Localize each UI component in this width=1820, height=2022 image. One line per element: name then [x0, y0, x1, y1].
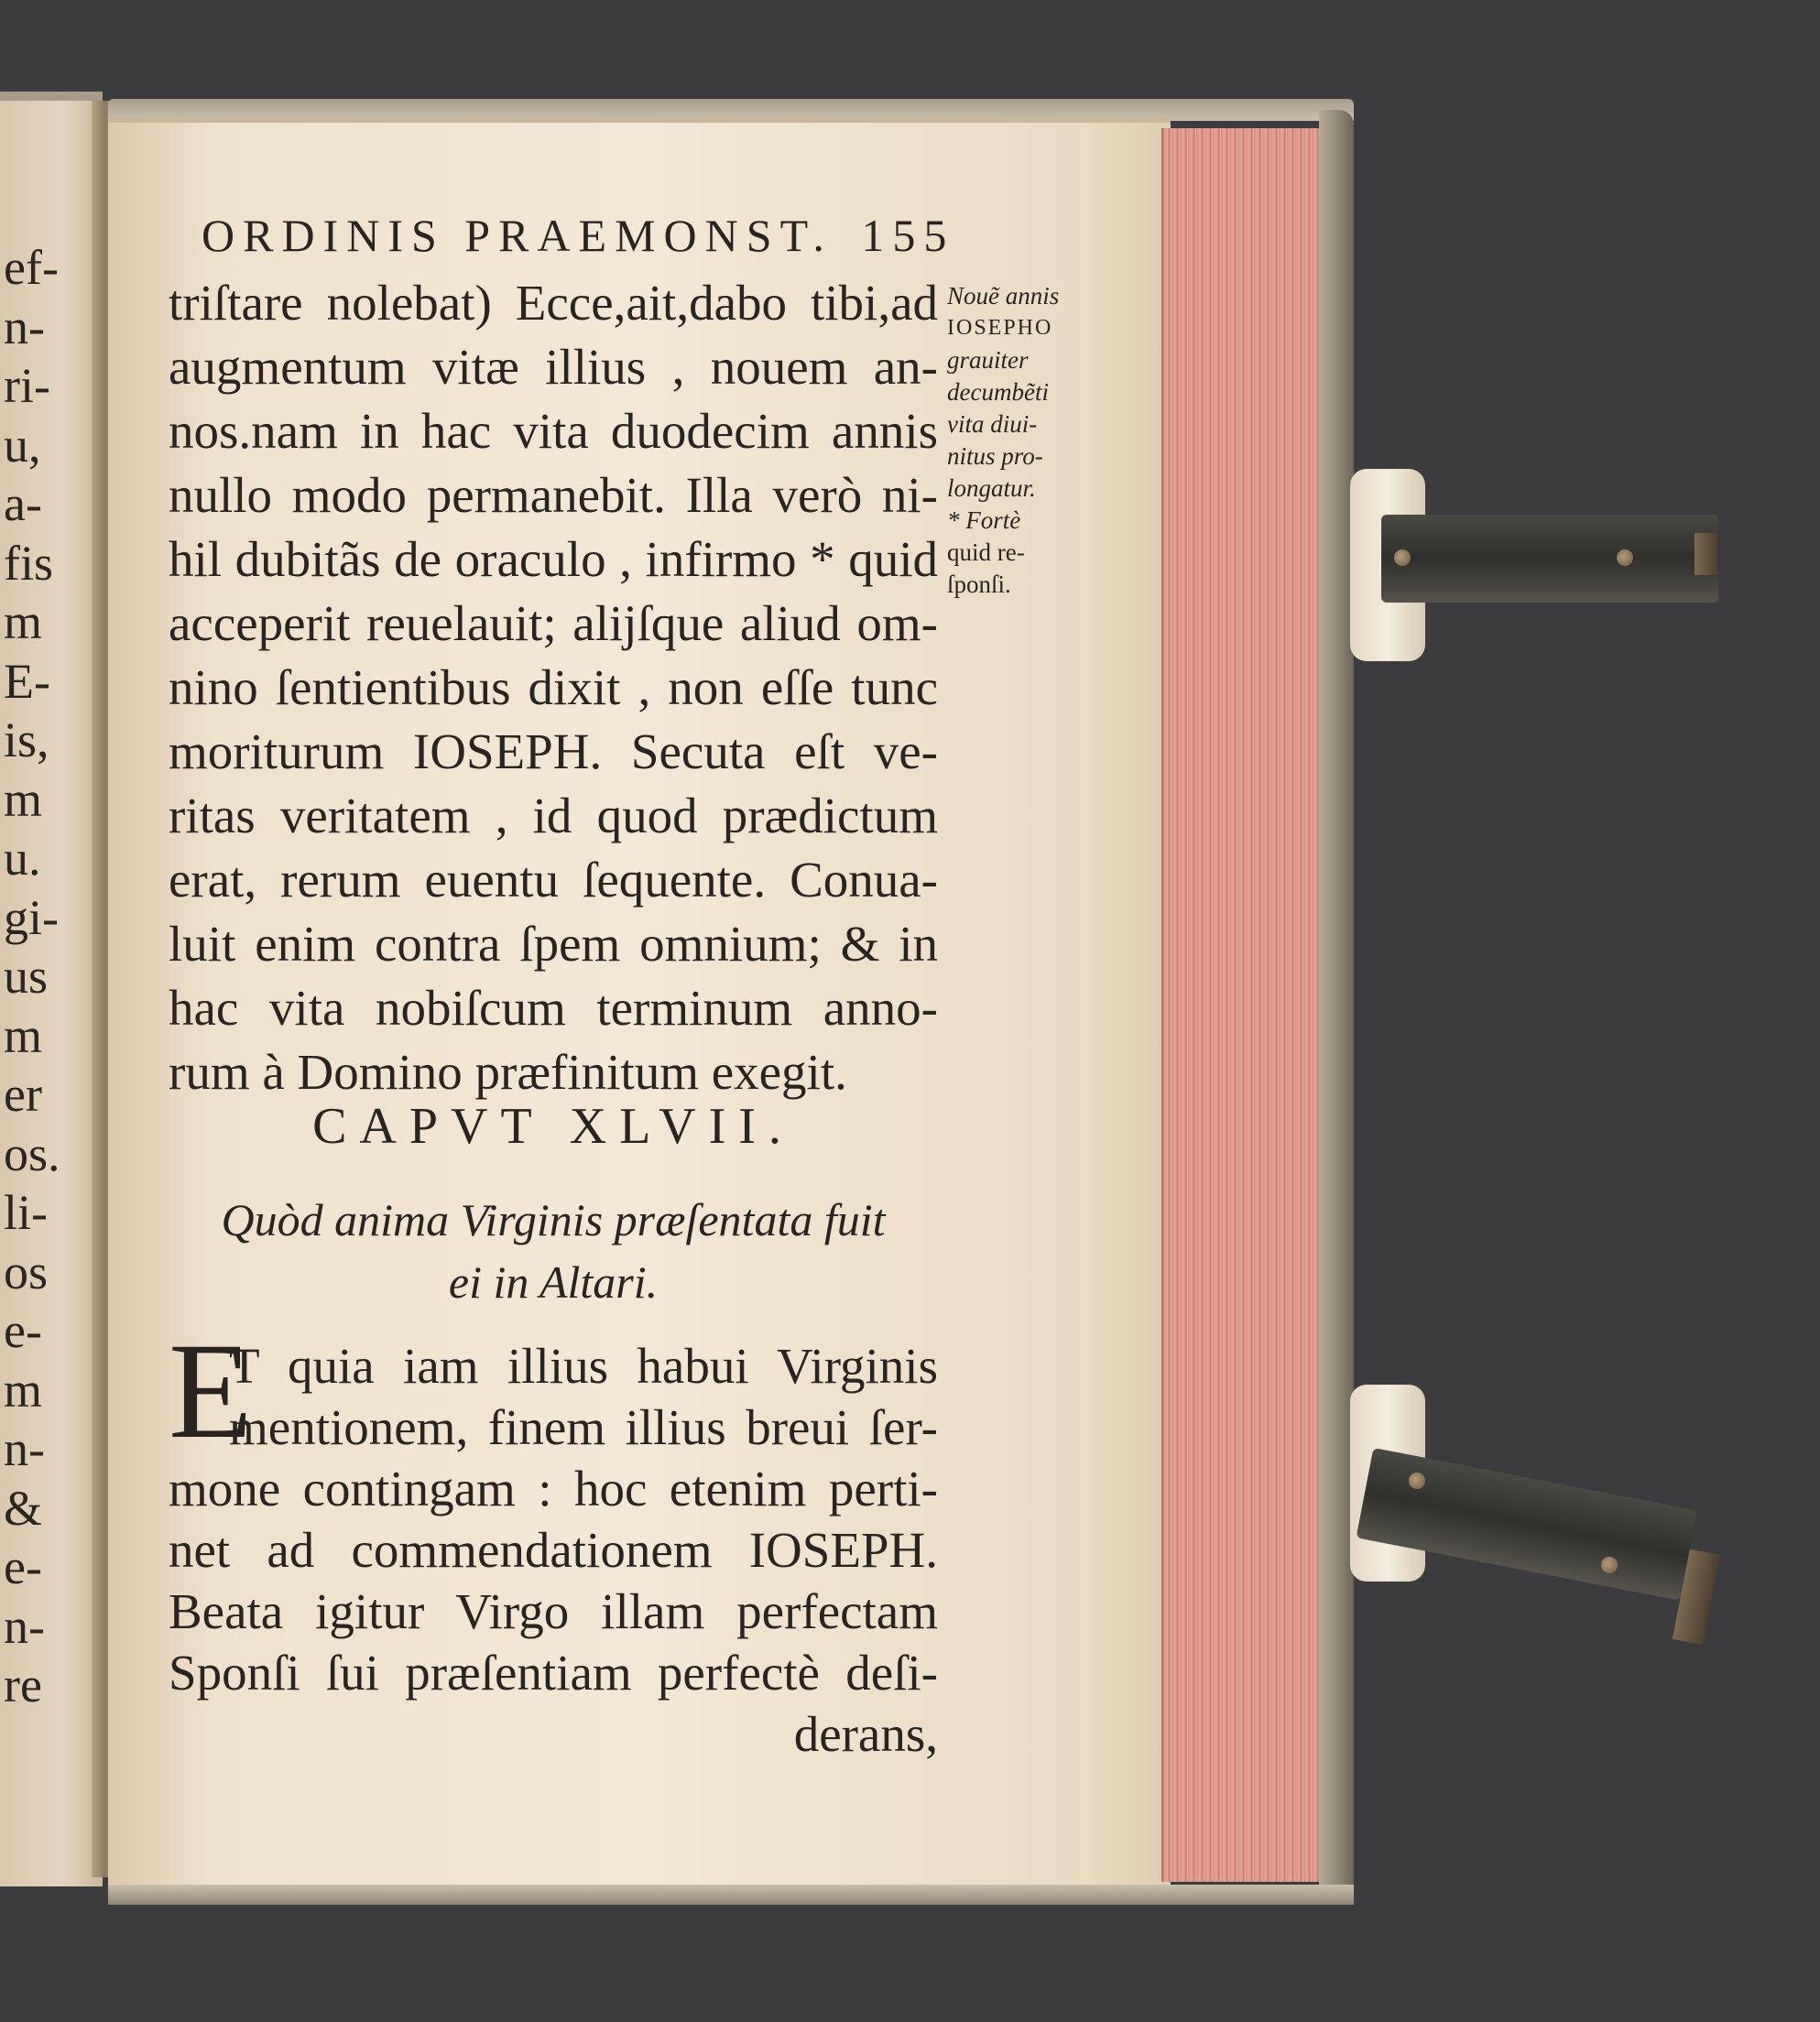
- marginal-note: [947, 280, 1112, 601]
- paragraph-line: Beata igitur Virgo illam perfectam: [169, 1583, 938, 1639]
- left-fragment: e-: [4, 1303, 42, 1358]
- left-fragment: ef-: [4, 240, 59, 295]
- running-header-title: ORDINIS PRAEMONST.: [202, 210, 833, 261]
- body-line: nos.nam in hac vita duodecim annis: [169, 403, 938, 459]
- body-line: luit enim contra ſpem omnium; & in: [169, 916, 938, 972]
- body-line: ritas veritatem , id quod prædictum: [169, 788, 938, 843]
- body-paragraph: [169, 271, 938, 1104]
- left-fragment: u,: [4, 417, 41, 473]
- upper-clasp-rivet: [1394, 549, 1411, 566]
- left-fragment: os.: [4, 1125, 60, 1181]
- left-fragment: m: [4, 1362, 43, 1418]
- body-line: erat, rerum euentu ſequente. Conua-: [169, 852, 938, 908]
- paragraph-line: mone contingam : hoc etenim perti-: [169, 1461, 938, 1516]
- upper-clasp-rivet: [1617, 549, 1633, 566]
- margin-note-line: ſponſi.: [947, 571, 1011, 598]
- chapter-paragraph: [169, 1335, 938, 1765]
- chapter-heading: CAPVT XLVII.: [312, 1098, 794, 1155]
- upper-clasp-tip: [1695, 533, 1718, 575]
- margin-note-line: decumbẽti: [947, 378, 1049, 406]
- left-page: [0, 92, 103, 1886]
- margin-note-line: vita diui-: [947, 410, 1038, 438]
- upper-clasp-strap: [1381, 515, 1718, 603]
- body-line: hil dubitãs de oraculo , infirmo * quid: [169, 531, 938, 587]
- lower-clasp-rivet: [1601, 1557, 1618, 1573]
- body-line: hac vita nobiſcum terminum anno-: [169, 980, 938, 1036]
- left-fragment: u.: [4, 831, 41, 886]
- body-line: augmentum vitæ illius , nouem an-: [169, 339, 938, 395]
- body-line: nino ſentientibus dixit , non eſſe tunc: [169, 659, 938, 715]
- left-fragment: n-: [4, 299, 45, 354]
- left-fragment: n-: [4, 1598, 45, 1654]
- body-line: nullo modo permanebit. Illa verò ni-: [169, 467, 938, 523]
- running-header: [202, 209, 953, 262]
- margin-note-line: nitus pro-: [947, 442, 1043, 470]
- lower-clasp-rivet: [1409, 1473, 1425, 1489]
- paragraph-line: net ad commendationem IOSEPH.: [169, 1522, 938, 1578]
- left-fragment: e-: [4, 1539, 42, 1594]
- body-line: acceperit reuelauit; alijſque aliud om-: [169, 595, 938, 651]
- left-page-text-fragments: [4, 238, 95, 1715]
- chapter-subtitle-line: Quòd anima Virginis præſentata fuit: [221, 1194, 886, 1245]
- paragraph-line: Sponſi ſui præſentiam perfectè deſi-: [169, 1645, 938, 1701]
- left-fragment: us: [4, 949, 49, 1004]
- page-fore-edge: [1161, 128, 1328, 1882]
- chapter-subtitle-line: ei in Altari.: [448, 1256, 659, 1308]
- cover-side-edge: [1319, 110, 1354, 1900]
- page-number: 155: [861, 210, 955, 261]
- left-fragment: m: [4, 1007, 43, 1063]
- left-fragment: m: [4, 594, 43, 649]
- chapter-subtitle: [169, 1189, 938, 1313]
- left-fragment: a-: [4, 476, 42, 531]
- cover-bottom-edge: [108, 1885, 1354, 1905]
- paragraph-line: T quia iam illius habui Virginis: [229, 1338, 938, 1394]
- body-line: moriturum IOSEPH. Secuta eſt ve-: [169, 723, 938, 779]
- left-fragment: ri-: [4, 358, 50, 413]
- left-fragment: E-: [4, 653, 50, 709]
- left-fragment: &: [4, 1480, 43, 1536]
- left-fragment: os: [4, 1244, 49, 1299]
- left-fragment: fis: [4, 535, 53, 591]
- left-fragment: n-: [4, 1421, 45, 1476]
- left-fragment: re: [4, 1658, 42, 1712]
- paragraph-line: derans,: [793, 1706, 938, 1762]
- margin-note-line: Nouẽ annis: [947, 282, 1060, 310]
- left-fragment: gi-: [4, 889, 59, 945]
- margin-note-line: quid re-: [947, 538, 1025, 566]
- body-line: triſtare nolebat) Ecce,ait,dabo tibi,ad: [169, 275, 938, 331]
- drop-cap: E: [169, 1315, 253, 1467]
- paragraph-line: mentionem, finem illius breui ſer-: [229, 1399, 938, 1455]
- margin-note-line: longatur.: [947, 474, 1036, 502]
- margin-note-line: * Fortè: [947, 506, 1021, 534]
- left-fragment: li-: [4, 1185, 48, 1240]
- body-line: rum à Domino præfinitum exegit.: [169, 1044, 847, 1100]
- left-fragment: m: [4, 771, 43, 827]
- margin-note-line: grauiter: [947, 346, 1029, 374]
- margin-note-line: IOSEPHO: [947, 316, 1053, 340]
- left-fragment: is,: [4, 712, 49, 767]
- left-fragment: er: [4, 1067, 42, 1122]
